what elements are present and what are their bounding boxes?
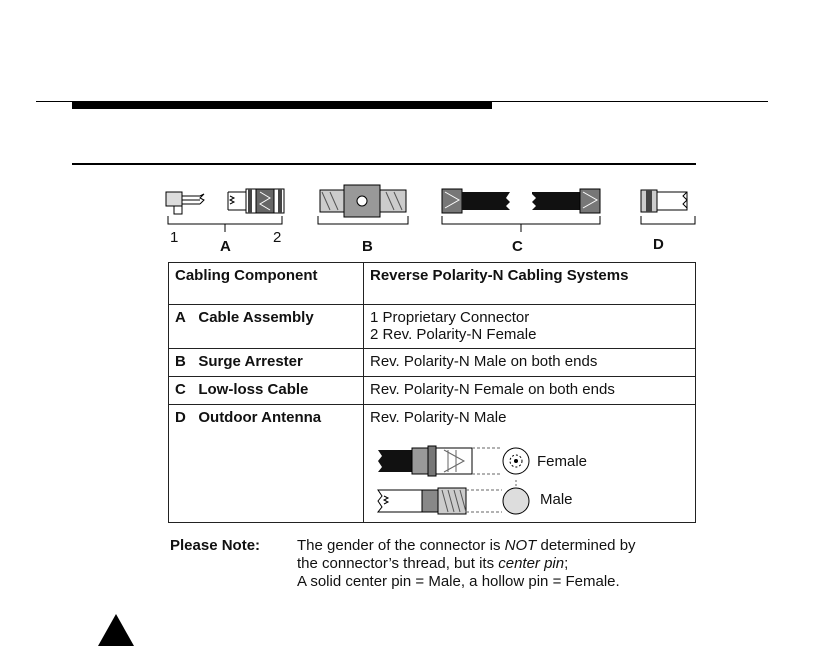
table-row	[169, 305, 696, 349]
legend-letter-a: A	[220, 238, 231, 255]
row-b-desc: Rev. Polarity-N Male on both ends	[364, 349, 696, 377]
row-letter: A	[175, 309, 186, 326]
cable-assembly-figure	[166, 189, 284, 232]
note-line-2: the connector’s thread, but its center pin;	[297, 555, 569, 572]
table-header-row	[169, 263, 696, 305]
male-label: Male	[540, 491, 573, 508]
row-d-name	[169, 405, 364, 523]
cable-components-illustration	[160, 180, 705, 255]
legend-number-2: 2	[273, 229, 282, 246]
note-title: Please Note:	[170, 537, 261, 554]
row-c-desc: Rev. Polarity-N Female on both ends	[364, 377, 696, 405]
note-line-1: The gender of the connector is NOT determined by	[297, 537, 636, 554]
row-b-name	[169, 349, 364, 377]
legend-letter-b: B	[362, 238, 373, 255]
male-connector-figure	[378, 480, 529, 514]
female-label: Female	[537, 453, 588, 470]
row-letter: D	[175, 409, 186, 426]
surge-arrester-figure	[318, 185, 408, 224]
legend-letter-c: C	[512, 238, 523, 255]
row-c-name	[169, 377, 364, 405]
row-a-name	[169, 305, 364, 349]
legend-letter-d: D	[653, 236, 664, 253]
header-systems: Reverse Polarity-N Cabling Systems	[364, 263, 696, 305]
row-desc-line: Rev. Polarity-N Male	[370, 409, 507, 426]
warning-triangle-icon	[96, 612, 136, 646]
row-name: Cable Assembly	[198, 309, 314, 326]
row-desc-line: 1 Proprietary Connector	[370, 309, 530, 326]
top-thick-bar	[72, 101, 492, 109]
row-name: Low-loss Cable	[198, 381, 309, 398]
section-rule	[72, 163, 696, 165]
row-name: Surge Arrester	[198, 353, 303, 370]
legend-number-1: 1	[170, 229, 179, 246]
table-row	[169, 349, 696, 377]
outdoor-antenna-figure	[641, 190, 695, 224]
note-body	[297, 537, 636, 591]
row-name: Outdoor Antenna	[198, 409, 322, 426]
low-loss-cable-figure	[442, 189, 600, 232]
table-row	[169, 377, 696, 405]
row-a-desc	[364, 305, 696, 349]
row-letter: B	[175, 353, 186, 370]
row-desc-line: 2 Rev. Polarity-N Female	[370, 326, 537, 343]
note-line-3: A solid center pin = Male, a hollow pin = Female.	[297, 573, 620, 590]
header-component: Cabling Component	[169, 263, 364, 305]
connector-gender-illustration	[376, 440, 536, 520]
row-letter: C	[175, 381, 186, 398]
female-connector-figure	[378, 446, 529, 476]
